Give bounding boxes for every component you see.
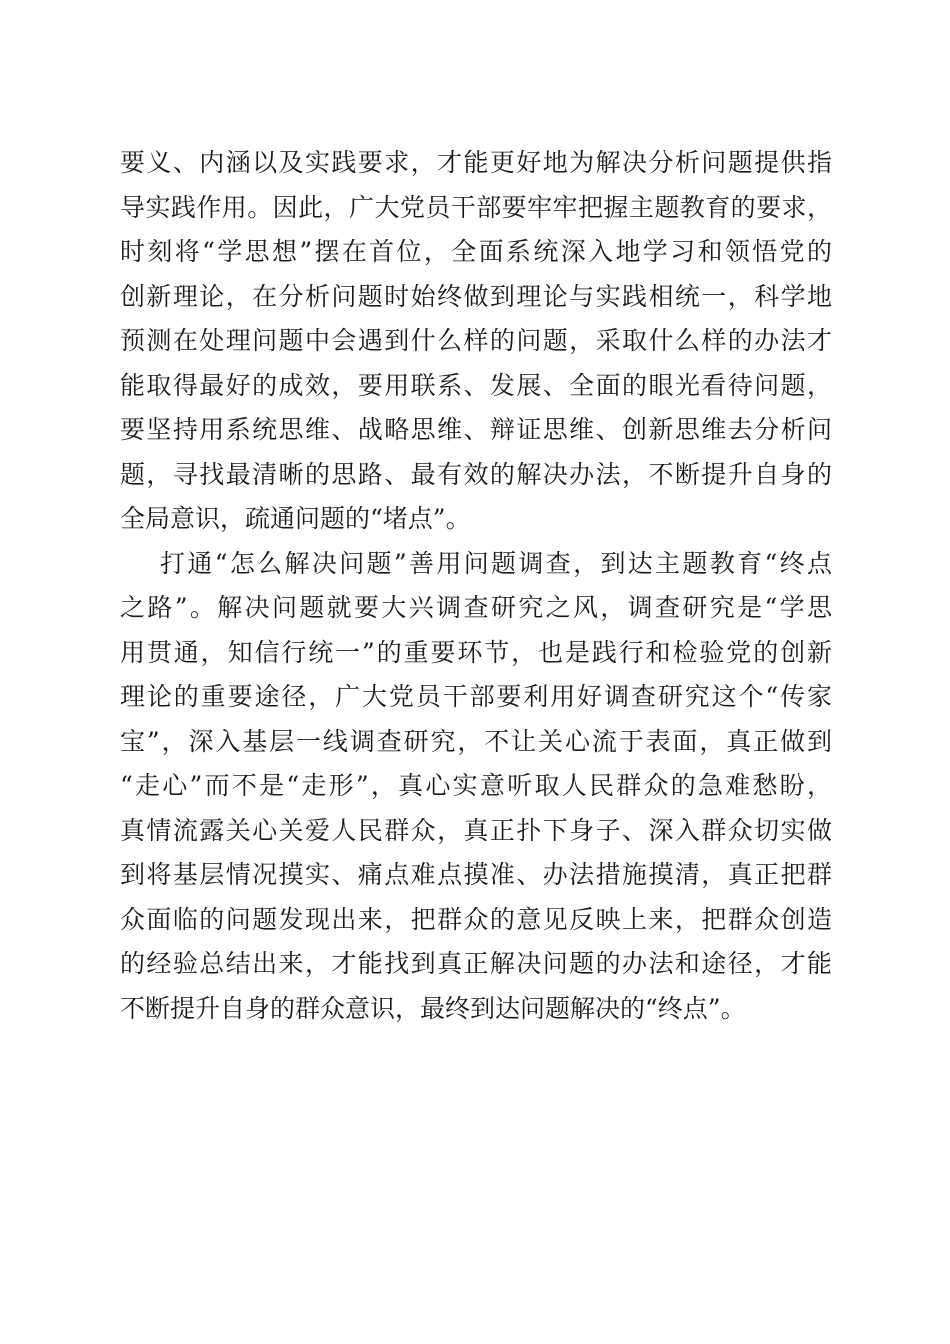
paragraph-2-line-9: 众面临的问题发现出来，把群众的意见反映上来，把群众创造 <box>120 904 832 934</box>
paragraph-1-line-2: 导实践作用。因此，广大党员干部要牢牢把握主题教育的要求， <box>120 192 832 222</box>
paragraph-1-line-1: 要义、内涵以及实践要求，才能更好地为解决分析问题提供指 <box>120 148 832 177</box>
paragraph-1-line-4: 创新理论，在分析问题时始终做到理论与实践相统一，科学地 <box>120 281 832 311</box>
paragraph-1-line-7: 要坚持用系统思维、战略思维、辩证思维、创新思维去分析问 <box>120 415 832 444</box>
paragraph-2-line-10: 的经验总结出来，才能找到真正解决问题的办法和途径，才能 <box>120 949 832 978</box>
paragraph-2-line-8: 到将基层情况摸实、痛点难点摸准、办法措施摸清，真正把群 <box>120 860 832 889</box>
paragraph-2-line-5: 宝”，深入基层一线调查研究，不让关心流于表面，真正做到 <box>120 726 832 756</box>
paragraph-2-line-2: 之路”。解决问题就要大兴调查研究之风，调查研究是“学思 <box>120 593 832 622</box>
paragraph-1-line-3: 时刻将“学思想”摆在首位，全面系统深入地学习和领悟党的 <box>120 237 832 266</box>
paragraph-2-line-6: “走心”而不是“走形”，真心实意听取人民群众的急难愁盼， <box>120 771 832 800</box>
paragraph-1-line-9: 全局意识，疏通问题的“堵点”。 <box>120 504 471 533</box>
paragraph-1-line-5: 预测在处理问题中会遇到什么样的问题，采取什么样的办法才 <box>120 326 832 355</box>
paragraph-2-line-4: 理论的重要途径，广大党员干部要利用好调查研究这个“传家 <box>120 682 832 711</box>
paragraph-2-line-11: 不断提升自身的群众意识，最终到达问题解决的“终点”。 <box>120 993 746 1023</box>
paragraph-2-line-1: 打通“怎么解决问题”善用问题调查，到达主题教育“终点 <box>160 548 832 578</box>
paragraph-2-line-3: 用贯通，知信行统一”的重要环节，也是践行和检验党的创新 <box>120 637 832 667</box>
paragraph-1-line-8: 题，寻找最清晰的思路、最有效的解决办法，不断提升自身的 <box>120 459 832 489</box>
paragraph-1-line-6: 能取得最好的成效，要用联系、发展、全面的眼光看待问题， <box>120 370 832 400</box>
paragraph-2-line-7: 真情流露关心关爱人民群众，真正扑下身子、深入群众切实做 <box>120 815 832 845</box>
body-text <box>120 141 832 1031</box>
